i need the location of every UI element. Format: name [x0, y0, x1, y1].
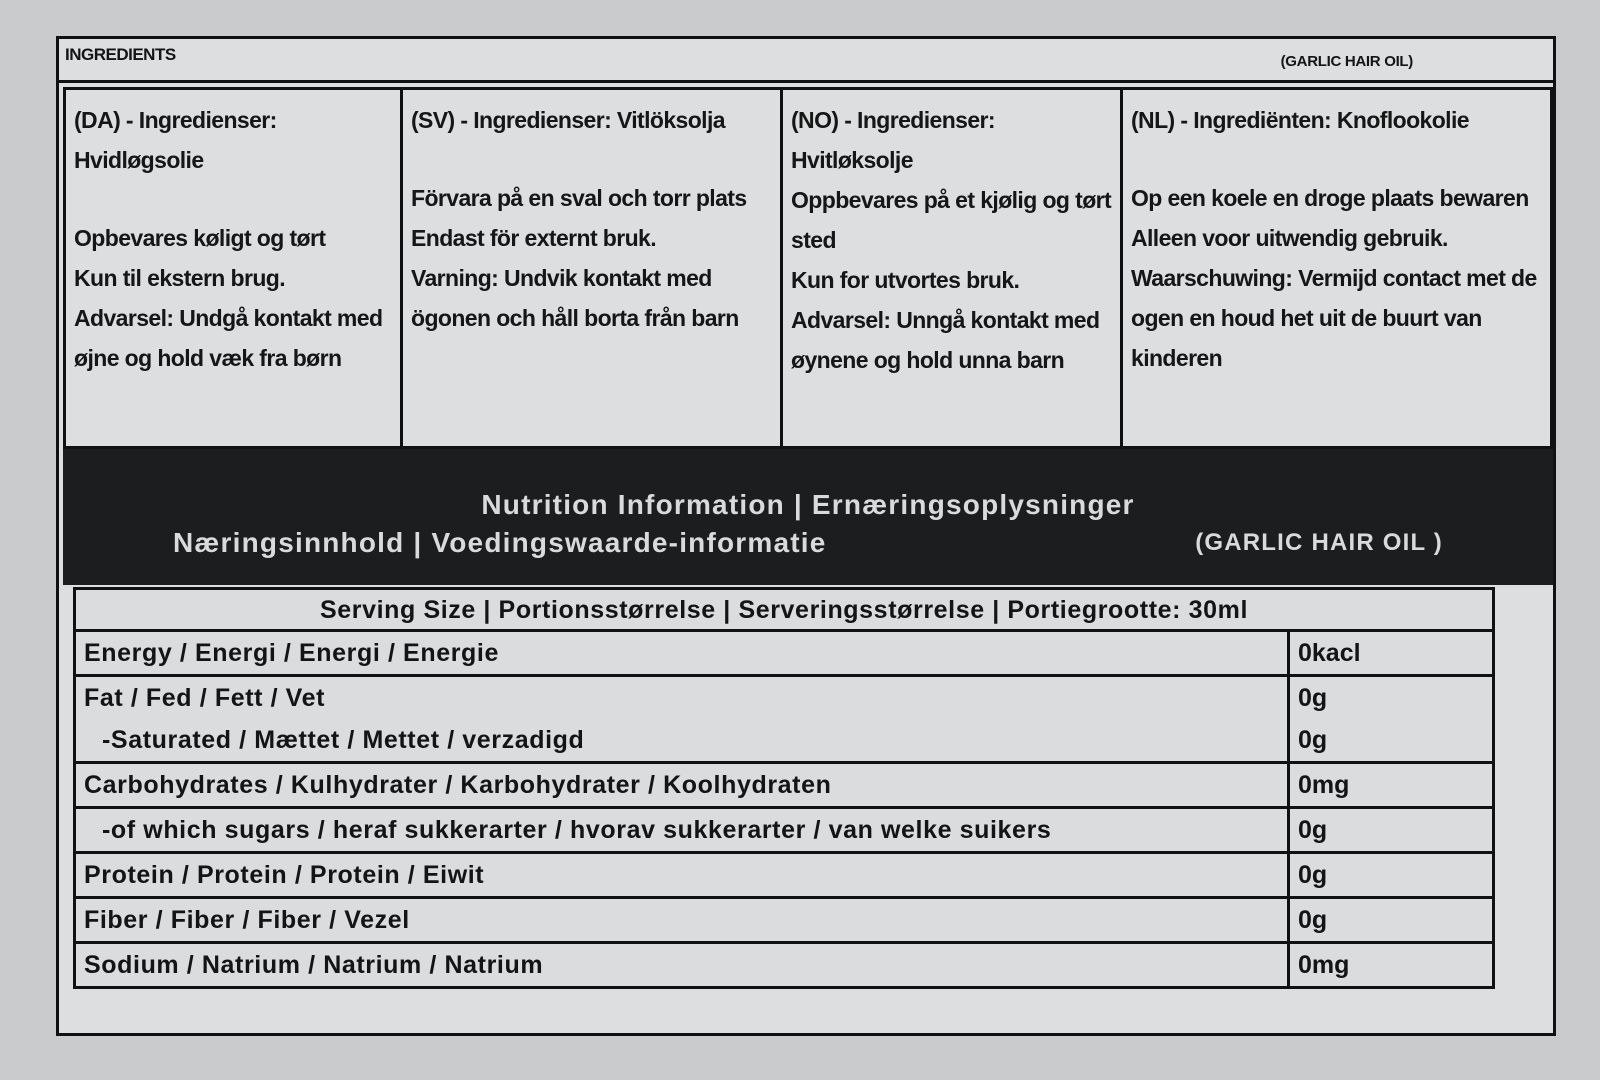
nutrient-name: Fiber / Fiber / Fiber / Vezel — [76, 899, 1290, 941]
table-row — [76, 944, 1492, 986]
lang-column-sv — [403, 87, 783, 449]
nutrition-header-band — [63, 449, 1553, 585]
table-row — [76, 899, 1492, 944]
nutrient-value: 0mg — [1298, 951, 1350, 979]
nutrition-title-line-2: Næringsinnhold | Voedingswaarde-informatie — [173, 527, 827, 558]
lang-storage: Op een koele en droge plaats bewaren — [1131, 185, 1529, 211]
lang-storage: Opbevares køligt og tørt — [74, 225, 326, 251]
lang-usage: Kun til ekstern brug. — [74, 265, 286, 291]
serving-size: Serving Size | Portionsstørrelse | Serveringsstørrelse | Portiegrootte: 30ml — [76, 590, 1492, 632]
nutrient-name: Protein / Protein / Protein / Eiwit — [76, 854, 1290, 896]
table-row — [76, 809, 1492, 854]
lang-heading: (DA) - Ingredienser: Hvidløgsolie — [74, 107, 277, 173]
nutrient-value: 0g — [1298, 684, 1328, 712]
language-grid — [63, 87, 1553, 449]
ingredients-header — [59, 39, 1553, 83]
lang-heading: (NO) - Ingredienser: Hvitløksolje — [791, 107, 995, 173]
lang-warning: Waarschuwing: Vermijd contact met de ogen en houd het uit de buurt van kinderen — [1131, 265, 1537, 371]
lang-heading: (SV) - Ingredienser: Vitlöksolja — [411, 107, 725, 133]
lang-warning: Advarsel: Undgå kontakt med øjne og hold væk fra børn — [74, 305, 383, 371]
lang-column-nl — [1123, 87, 1553, 449]
lang-column-no — [783, 87, 1123, 449]
nutrient-value: 0kacl — [1298, 639, 1361, 667]
nutrient-name: Energy / Energi / Energi / Energie — [76, 632, 1290, 674]
nutrient-value: 0mg — [1298, 771, 1350, 799]
nutrient-name: Fat / Fed / Fett / Vet — [76, 677, 1290, 719]
lang-warning: Varning: Undvik kontakt med ögonen och håll borta från barn — [411, 265, 739, 331]
lang-usage: Endast för externt bruk. — [411, 225, 657, 251]
nutrient-value: 0g — [1298, 726, 1328, 754]
nutrient-value: 0g — [1298, 861, 1328, 889]
lang-usage: Alleen voor uitwendig gebruik. — [1131, 225, 1448, 251]
nutrient-value: 0g — [1298, 816, 1328, 844]
nutrition-title-line-1: Nutrition Information | Ernæringsoplysninger — [481, 489, 1135, 520]
table-row — [76, 719, 1492, 764]
nutrient-name: -of which sugars / heraf sukkerarter / hvorav sukkerarter / van welke suikers — [76, 809, 1290, 851]
lang-warning: Advarsel: Unngå kontakt med øynene og hold unna barn — [791, 307, 1100, 373]
table-row — [76, 677, 1492, 719]
lang-storage: Oppbevares på et kjølig og tørt sted — [791, 187, 1112, 253]
lang-storage: Förvara på en sval och torr plats — [411, 185, 747, 211]
nutrient-name: Carbohydrates / Kulhydrater / Karbohydrater / Koolhydraten — [76, 764, 1290, 806]
lang-column-da — [63, 87, 403, 449]
nutrient-name: Sodium / Natrium / Natrium / Natrium — [76, 944, 1290, 986]
nutrient-name: -Saturated / Mættet / Mettet / verzadigd — [76, 719, 1290, 761]
lang-usage: Kun for utvortes bruk. — [791, 267, 1020, 293]
ingredients-product-name: (GARLIC HAIR OIL) — [1280, 53, 1413, 70]
lang-heading: (NL) - Ingrediënten: Knoflookolie — [1131, 107, 1469, 133]
table-row — [76, 632, 1492, 677]
nutrient-value: 0g — [1298, 906, 1328, 934]
product-label — [56, 36, 1556, 1036]
table-row — [76, 764, 1492, 809]
table-row — [76, 854, 1492, 899]
ingredients-title: INGREDIENTS — [65, 45, 176, 64]
nutrition-table — [73, 587, 1495, 989]
nutrition-product-name: (GARLIC HAIR OIL ) — [1195, 529, 1443, 556]
